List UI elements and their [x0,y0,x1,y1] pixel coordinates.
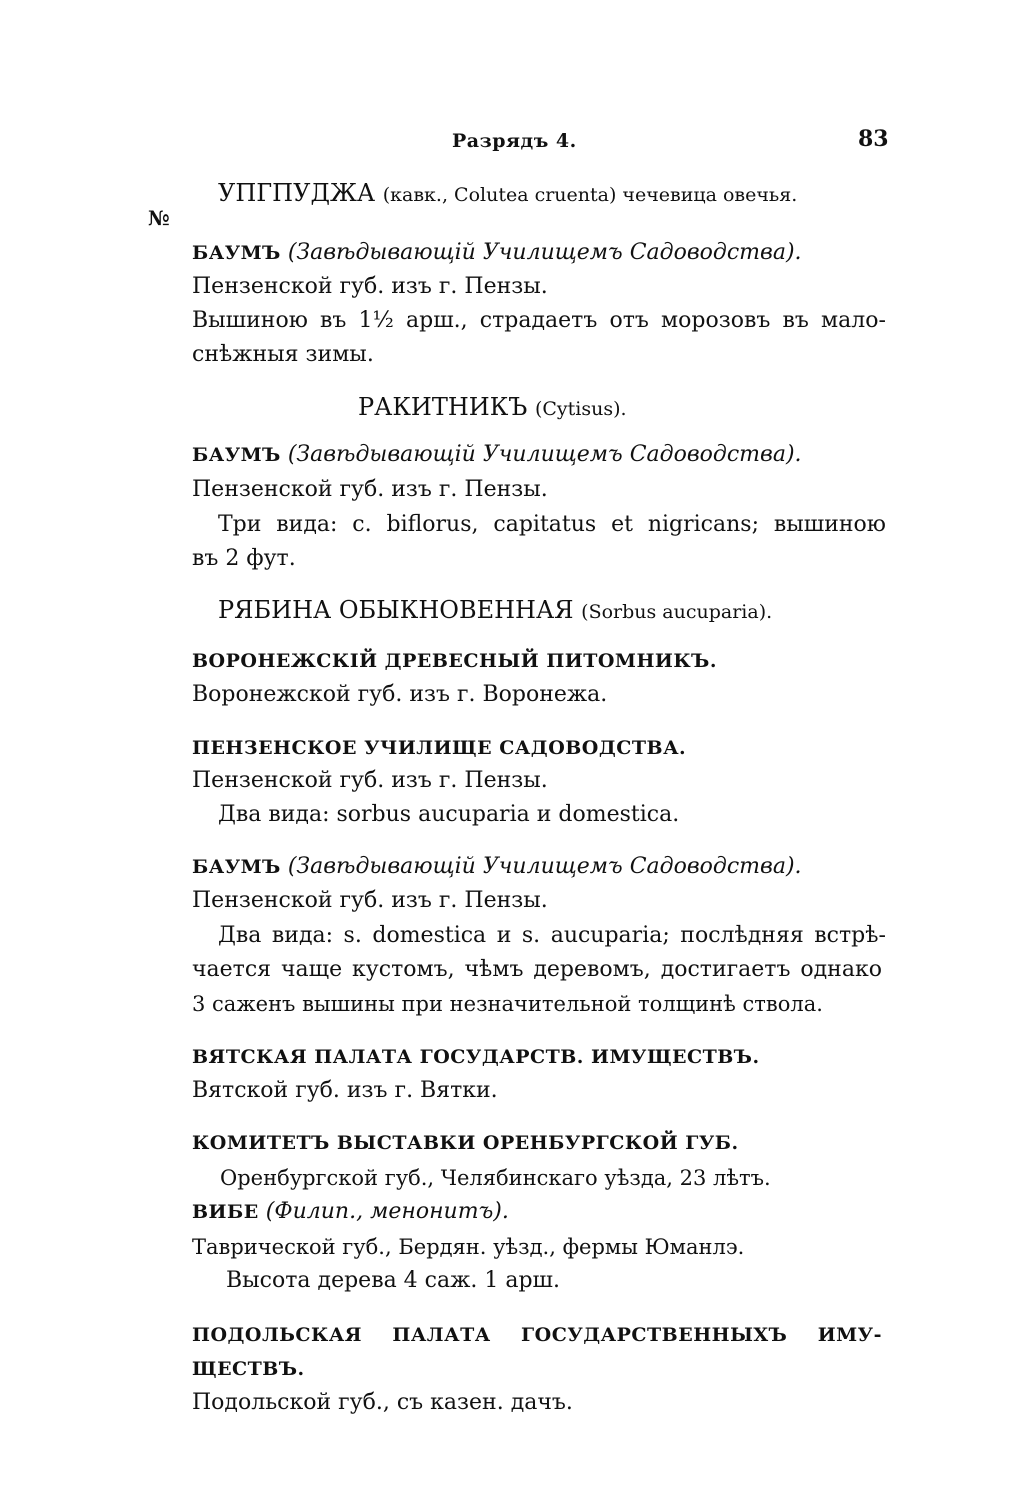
word: чѣмъ [464,957,524,982]
exhibitor-line [192,440,802,470]
exhibitor-line [192,238,802,268]
exhibitor-name: БАУМЪ [192,242,281,264]
entry-heading-ugpudzha [218,178,797,210]
word: aucuparia; [550,923,670,948]
exhibitor-place: Подольской губ., съ казен. дачъ. [192,1390,573,1415]
entry-heading-title: РАКИТНИКЪ [358,393,528,421]
word: чается [192,957,272,982]
description-line: въ 2 фут. [192,546,296,571]
exhibitor-place: Воронежской губ. изъ г. Воронежа. [192,682,608,707]
exhibitor-name: ВИБЕ [192,1201,259,1223]
word: biflorus, [386,512,479,537]
exhibitor-role: (Филип., менонитъ). [265,1199,509,1224]
entry-heading-latin: (Sorbus aucuparia). [581,601,773,623]
word: арш., [406,308,468,333]
word: чаще [280,957,343,982]
word: достигаетъ [660,957,791,982]
word: мало- [821,308,886,333]
word: nigricans; [647,512,759,537]
word: однако [800,957,882,982]
word: Три [218,512,262,537]
exhibitor-place: Таврической губ., Бердян. уѣзд., фермы Юманлэ. [192,1235,745,1259]
exhibitor-place: Вятской губ. изъ г. Вятки. [192,1078,498,1103]
exhibitor-line [192,1197,509,1227]
entry-heading-latin: (кавк., Colutea cruenta) чечевица овечья. [382,184,798,206]
description-line: 3 саженъ вышины при незначительной толщинѣ ствола. [192,992,823,1016]
exhibitor-name [192,1320,882,1350]
word: s. [521,923,541,948]
word: et [611,512,633,537]
word: вышиною [773,512,886,537]
word: 1½ [358,308,394,333]
word: ИМУ- [817,1324,882,1346]
word: въ [320,308,347,333]
exhibitor-place: Пензенской губ. изъ г. Пензы. [192,477,548,502]
word: Два [218,923,262,948]
word: въ [782,308,809,333]
exhibitor-name: БАУМЪ [192,856,281,878]
word: и [496,923,512,948]
exhibitor-name: КОМИТЕТЪ ВЫСТАВКИ ОРЕНБУРГСКОЙ ГУБ. [192,1132,739,1154]
word: деревомъ, [533,957,651,982]
entry-heading-latin: (Cytisus). [534,398,627,420]
exhibitor-name: ВЯТСКАЯ ПАЛАТА ГОСУДАРСТВ. ИМУЩЕСТВЪ. [192,1046,760,1068]
description-line [192,955,882,985]
word: отъ [609,308,649,333]
description-line: снѣжныя зимы. [192,342,374,367]
exhibitor-line [192,852,802,882]
word: domestica [372,923,487,948]
exhibitor-role: (Завѣдывающій Училищемъ Садоводства). [287,854,802,879]
description-line: Высота дерева 4 саж. 1 арш. [226,1268,560,1293]
exhibitor-place: Пензенской губ. изъ г. Пензы. [192,888,548,913]
exhibitor-role: (Завѣдывающій Училищемъ Садоводства). [287,240,802,265]
page-number: 83 [858,126,889,152]
running-header-section: Разрядъ 4. [452,130,577,152]
exhibitor-name: ПЕНЗЕНСКОЕ УЧИЛИЩЕ САДОВОДСТВА. [192,737,687,759]
exhibitor-role: (Завѣдывающій Училищемъ Садоводства). [287,442,802,467]
exhibitor-place: Пензенской губ. изъ г. Пензы. [192,768,548,793]
entry-heading-title: РЯБИНА ОБЫКНОВЕННАЯ [218,596,574,624]
word: s. [343,923,362,948]
word: Вышиною [192,308,308,333]
word: морозовъ [661,308,771,333]
word: страдаетъ [479,308,598,333]
exhibitor-name: ВОРОНЕЖСКІЙ ДРЕВЕСНЫЙ ПИТОМНИКЪ. [192,650,717,672]
word: ГОСУДАРСТВЕННЫХЪ [521,1324,788,1346]
word: встрѣ- [814,923,886,948]
description-line [218,510,886,540]
description-line [218,921,886,951]
exhibitor-place: Пензенской губ. изъ г. Пензы. [192,274,548,299]
word: capitatus [493,512,597,537]
description-line [192,306,886,336]
entry-heading-rakitnik [358,392,627,424]
word: ПАЛАТА [392,1324,491,1346]
description-line: Два вида: sorbus aucuparia и domestica. [218,802,680,827]
margin-number-mark: № [148,206,170,230]
word: ПОДОЛЬСКАЯ [192,1324,363,1346]
entry-heading-ryabina [218,595,772,627]
exhibitor-name: БАУМЪ [192,444,281,466]
word: кустомъ, [352,957,455,982]
word: вида: [271,923,334,948]
word: послѣдняя [680,923,804,948]
word: c. [352,512,372,537]
exhibitor-name-continued: ЩЕСТВЪ. [192,1358,305,1380]
entry-heading-title: УПГПУДЖА [218,179,376,207]
exhibitor-place: Оренбургской губ., Челябинскаго уѣзда, 23 лѣтъ. [220,1166,771,1190]
word: вида: [276,512,338,537]
